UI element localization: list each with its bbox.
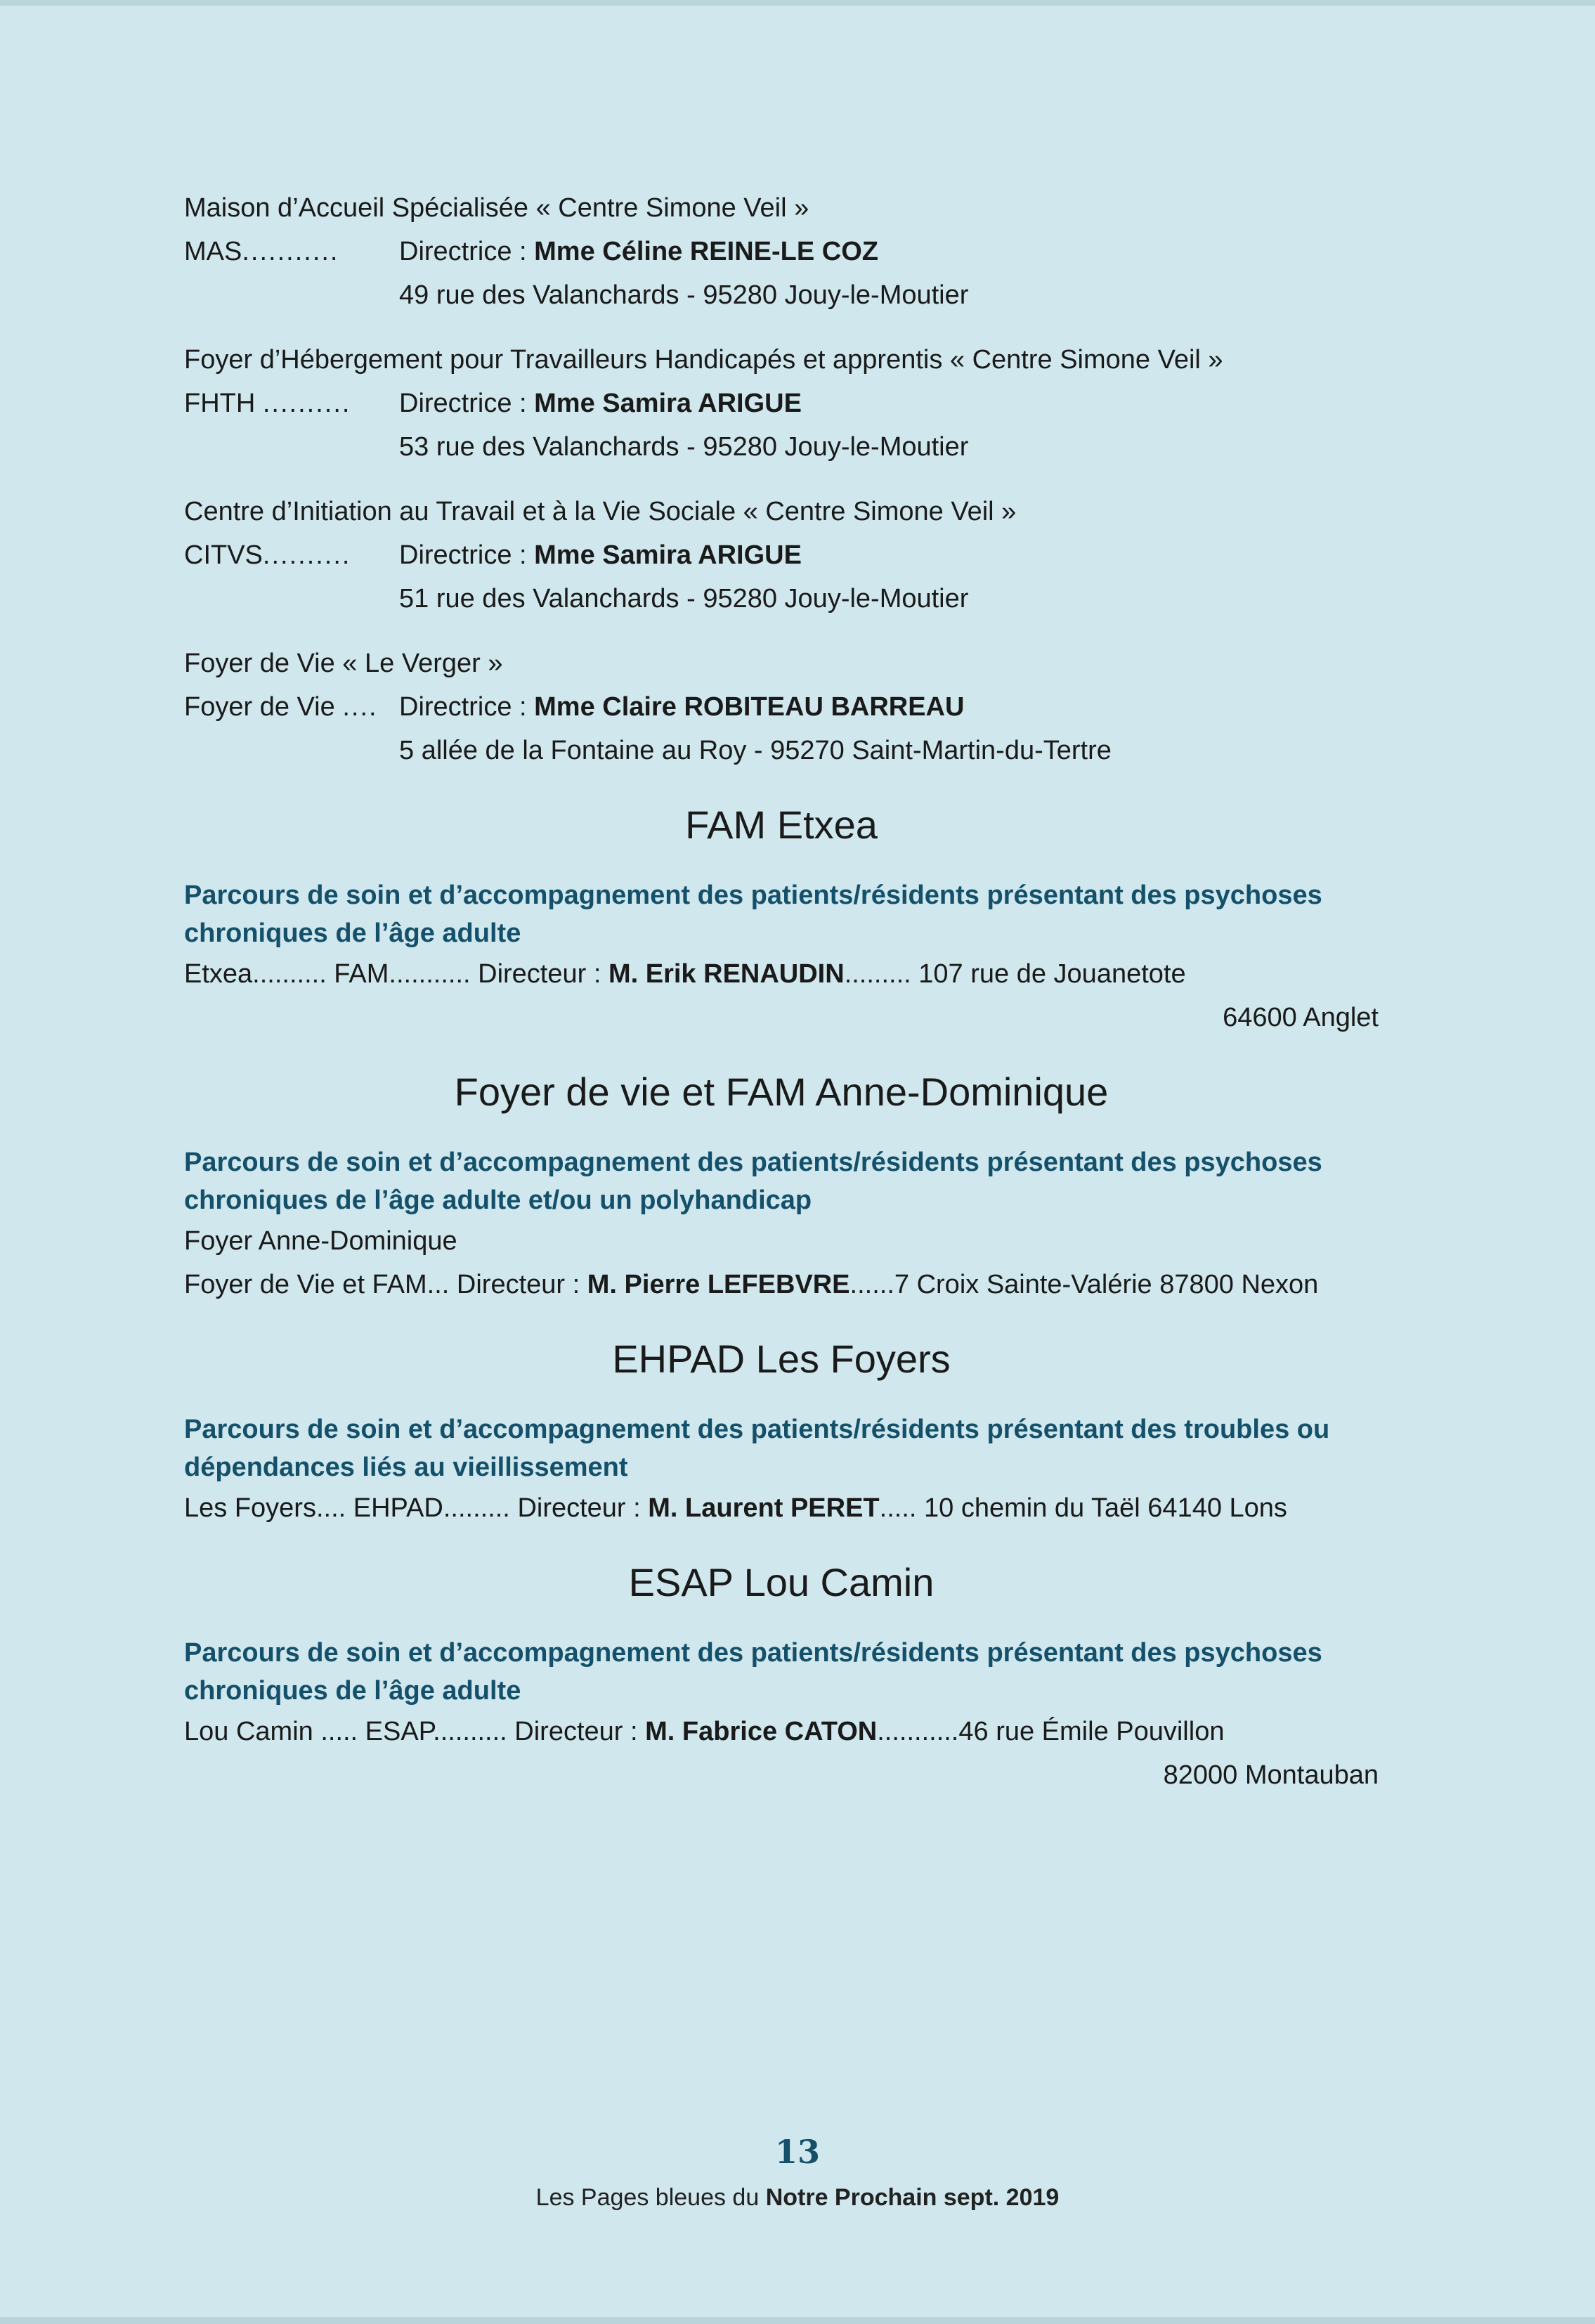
section-anne-dominique <box>184 1067 1379 1306</box>
row-left: Les Foyers.... EHPAD......... <box>184 1493 510 1523</box>
section-subtitle: Parcours de soin et d’accompagnement des patients/résidents présentant des psychoses chroniques de l’âge adulte <box>184 1638 1322 1706</box>
leader-dots: ........... <box>877 1717 959 1746</box>
director-row <box>184 533 1379 577</box>
director-row <box>184 1486 1379 1530</box>
director-role: Directrice : <box>399 237 527 266</box>
leader-dots: ..... <box>879 1493 917 1523</box>
section-title: FAM Etxea <box>685 803 878 847</box>
section-esap-lou-camin <box>184 1558 1379 1797</box>
address-line: 7 Croix Sainte-Valérie 87800 Nexon <box>894 1270 1319 1299</box>
establishment-entry <box>184 186 1379 317</box>
leader-dots: .......... <box>262 540 351 570</box>
establishment-name: Centre d’Initiation au Travail et à la Vie Sociale « Centre Simone Veil » <box>184 497 1017 526</box>
establishment-name: Foyer d’Hébergement pour Travailleurs Handicapés et apprentis « Centre Simone Veil » <box>184 345 1223 375</box>
establishment-entry <box>184 490 1379 621</box>
director-row <box>184 230 1379 273</box>
director-name: M. Erik RENAUDIN <box>608 959 845 989</box>
director-name: M. Laurent PERET <box>648 1493 880 1523</box>
director-row <box>184 1710 1379 1753</box>
director-row <box>184 952 1379 996</box>
director-role: Directrice : <box>399 692 527 722</box>
director-row <box>184 1263 1379 1306</box>
leader-dots: .... <box>342 692 378 722</box>
establishment-entry <box>184 642 1379 772</box>
leader-dots: ...... <box>849 1270 894 1299</box>
leader-dots: .......... <box>262 389 351 418</box>
establishment-abbr: CITVS <box>184 540 263 570</box>
address-line: 46 rue Émile Pouvillon <box>958 1717 1225 1746</box>
director-name: Mme Céline REINE-LE COZ <box>534 237 878 266</box>
establishment-abbr: Foyer de Vie <box>184 692 335 722</box>
row-left: Lou Camin ..... ESAP.......... <box>184 1717 507 1746</box>
director-row <box>184 685 1379 729</box>
address-line: 10 chemin du Taël 64140 Lons <box>924 1493 1287 1523</box>
establishment-address: 53 rue des Valanchards - 95280 Jouy-le-Moutier <box>399 432 969 462</box>
director-role: Directeur : <box>517 1493 641 1523</box>
director-role: Directeur : <box>478 959 601 989</box>
establishment-name: Foyer de Vie « Le Verger » <box>184 649 503 678</box>
section-ehpad-les-foyers <box>184 1335 1379 1530</box>
address-line: 107 rue de Jouanetote <box>918 959 1186 989</box>
address-city: 82000 Montauban <box>1163 1760 1379 1790</box>
establishment-name: Maison d’Accueil Spécialisée « Centre Simone Veil » <box>184 193 809 223</box>
director-role: Directrice : <box>399 540 527 570</box>
leader-dots: ........... <box>242 237 339 266</box>
establishment-name: Foyer Anne-Dominique <box>184 1226 457 1256</box>
establishment-address: 51 rue des Valanchards - 95280 Jouy-le-Moutier <box>399 584 969 614</box>
section-title: ESAP Lou Camin <box>628 1560 935 1604</box>
page-edge-top <box>0 0 1595 6</box>
establishment-address: 49 rue des Valanchards - 95280 Jouy-le-Moutier <box>399 280 969 310</box>
leader-dots: ......... <box>844 959 911 989</box>
director-name: Mme Samira ARIGUE <box>534 540 802 570</box>
section-subtitle: Parcours de soin et d’accompagnement des patients/résidents présentant des psychoses chroniques de l’âge adulte <box>184 881 1322 948</box>
footer-publication: Notre Prochain sept. 2019 <box>765 2184 1060 2211</box>
footer-caption <box>0 2184 1595 2212</box>
section-subtitle: Parcours de soin et d’accompagnement des patients/résidents présentant des troubles ou dépendances liés au vieillissement <box>184 1415 1330 1482</box>
director-role: Directrice : <box>399 389 527 418</box>
section-fam-etxea <box>184 800 1379 1039</box>
establishment-entry <box>184 338 1379 469</box>
establishment-abbr: FHTH <box>184 389 256 418</box>
section-subtitle: Parcours de soin et d’accompagnement des patients/résidents présentant des psychoses chroniques de l’âge adulte et/ou un polyhandicap <box>184 1148 1322 1215</box>
page-content <box>184 186 1379 1797</box>
page-number: 13 <box>774 2133 820 2171</box>
establishment-abbr: MAS <box>184 237 242 266</box>
director-role: Directeur : <box>514 1717 638 1746</box>
row-left: Foyer de Vie et FAM... <box>184 1270 450 1299</box>
address-city: 64600 Anglet <box>1223 1003 1379 1032</box>
footer-prefix: Les Pages bleues du <box>535 2184 760 2211</box>
section-title: EHPAD Les Foyers <box>612 1337 951 1381</box>
director-role: Directeur : <box>456 1270 580 1299</box>
director-name: Mme Claire ROBITEAU BARREAU <box>534 692 965 722</box>
director-row <box>184 382 1379 425</box>
director-name: Mme Samira ARIGUE <box>534 389 802 418</box>
director-name: M. Pierre LEFEBVRE <box>587 1270 850 1299</box>
establishment-address: 5 allée de la Fontaine au Roy - 95270 Saint-Martin-du-Tertre <box>399 736 1112 765</box>
section-title: Foyer de vie et FAM Anne-Dominique <box>454 1070 1109 1114</box>
director-name: M. Fabrice CATON <box>645 1717 878 1746</box>
page-edge-bottom <box>0 2317 1595 2324</box>
row-left: Etxea.......... FAM........... <box>184 959 471 989</box>
